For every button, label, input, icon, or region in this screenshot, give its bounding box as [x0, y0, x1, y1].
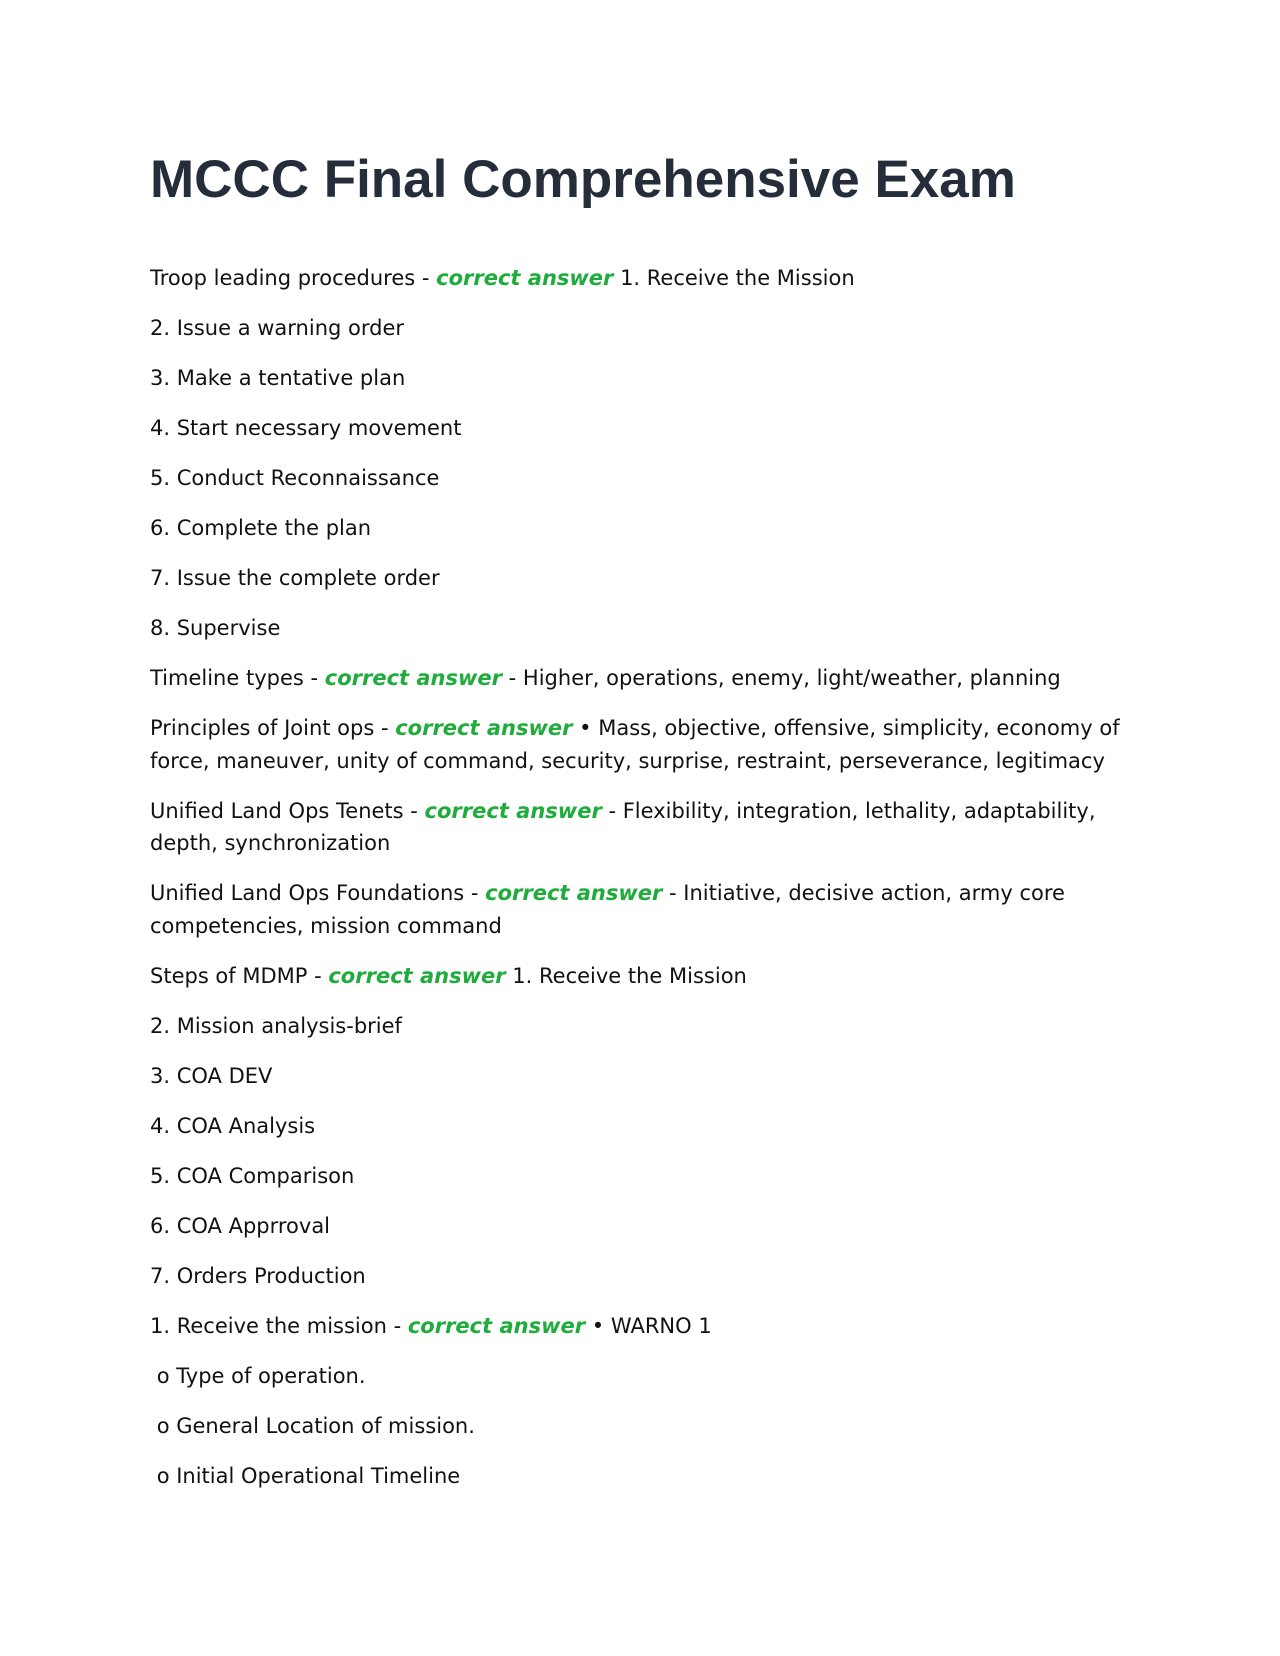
qa-paragraph: [150, 262, 1140, 295]
question-text: Troop leading procedures -: [150, 266, 437, 290]
list-item: 3. COA DEV: [150, 1063, 273, 1088]
list-item: 2. Issue a warning order: [150, 316, 404, 340]
question-text: Unified Land Ops Foundations -: [150, 881, 486, 905]
answer-text: 1. Receive the Mission: [505, 963, 747, 988]
qa-paragraph: [150, 1310, 1140, 1343]
question-text: Timeline types -: [150, 666, 325, 690]
list-item: 4. COA Analysis: [150, 1113, 316, 1138]
page-title: MCCC Final Comprehensive Exam: [150, 150, 1016, 209]
answer-label: correct answer: [424, 798, 602, 823]
sub-list-item: o General Location of mission.: [150, 1413, 475, 1438]
list-item: 4. Start necessary movement: [150, 416, 462, 440]
answer-label: correct answer: [328, 963, 506, 988]
answer-label: correct answer: [324, 666, 502, 690]
list-item: 5. COA Comparison: [150, 1163, 355, 1188]
answer-label: correct answer: [407, 1313, 586, 1338]
answer-label: correct answer: [395, 716, 573, 740]
qa-paragraph: [150, 877, 1140, 942]
answer-text: 1. Receive the Mission: [613, 266, 855, 290]
list-item: 2. Mission analysis-brief: [150, 1013, 402, 1038]
question-text: Principles of Joint ops -: [150, 716, 396, 740]
answer-text: • WARNO 1: [585, 1313, 712, 1338]
document-body: [150, 262, 1140, 1510]
answer-text: - Flexibility, integration, lethality, adaptability, depth, synchronization: [150, 798, 1103, 855]
qa-paragraph: [150, 662, 1140, 695]
answer-label: correct answer: [485, 881, 663, 905]
list-item: 6. Complete the plan: [150, 516, 372, 540]
question-text: Steps of MDMP -: [150, 963, 329, 988]
question-text: 1. Receive the mission -: [150, 1313, 408, 1338]
list-item: 8. Supervise: [150, 616, 281, 640]
answer-text: • Mass, objective, offensive, simplicity, economy of force, maneuver, unity of command, security, surprise, restraint, perseverance, legitimacy: [150, 716, 1127, 773]
sub-list-item: o Type of operation.: [150, 1363, 366, 1388]
qa-paragraph: [150, 795, 1140, 860]
question-text: Unified Land Ops Tenets -: [150, 798, 425, 823]
list-item: 7. Issue the complete order: [150, 566, 440, 590]
sub-list-item: o Initial Operational Timeline: [150, 1463, 461, 1488]
list-item: 3. Make a tentative plan: [150, 366, 406, 390]
qa-paragraph: [150, 960, 1140, 993]
qa-paragraph: [150, 712, 1140, 777]
list-item: 6. COA Apprroval: [150, 1213, 331, 1238]
list-item: 5. Conduct Reconnaissance: [150, 466, 440, 490]
answer-text: - Initiative, decisive action, army core competencies, mission command: [150, 881, 1072, 938]
list-item: 7. Orders Production: [150, 1263, 366, 1288]
answer-text: - Higher, operations, enemy, light/weather, planning: [502, 666, 1061, 690]
answer-label: correct answer: [436, 266, 614, 290]
